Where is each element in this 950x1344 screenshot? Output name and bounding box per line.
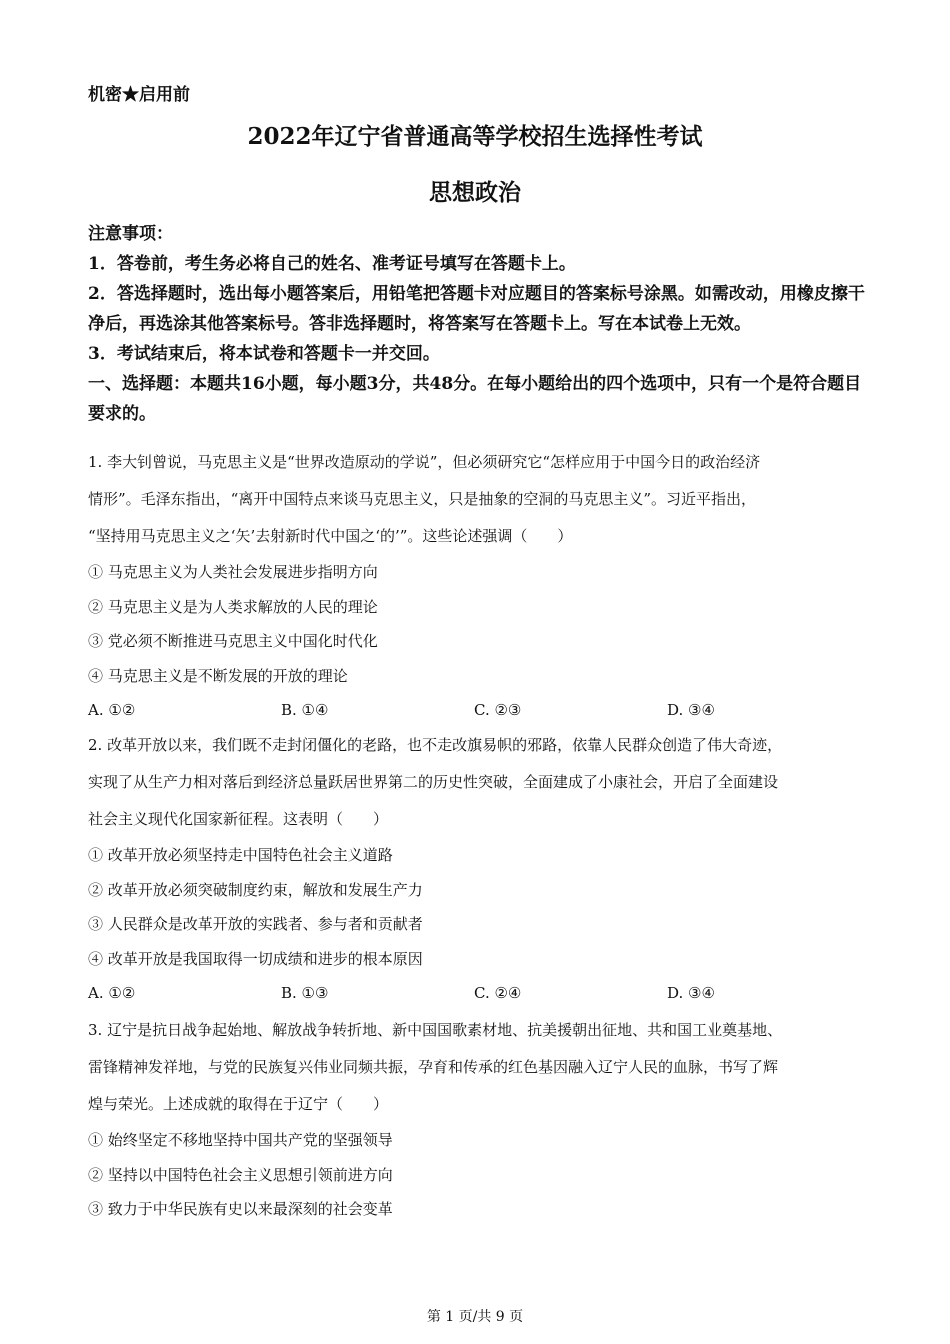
- question-stem-line: 实现了从生产力相对落后到经济总量跃居世界第二的历史性突破，全面建成了小康社会，开启了全面建设: [88, 773, 779, 791]
- instructions-heading: 注意事项：: [88, 224, 173, 244]
- question-stem-line: 煌与荣光。上述成就的取得在于辽宁（ ）: [88, 1095, 389, 1113]
- question-stem-line: 1. 李大钊曾说，马克思主义是“世界改造原动的学说”，但必须研究它“怎样应用于中国今日的政治经济: [88, 453, 761, 471]
- statement-option: ③ 人民群众是改革开放的实践者、参与者和贡献者: [88, 915, 423, 933]
- answer-choices: [88, 693, 868, 727]
- question-stem-line: 2. 改革开放以来，我们既不走封闭僵化的老路，也不走改旗易帜的邪路，依靠人民群众创造了伟大奇迹，: [88, 736, 783, 754]
- statement-option: ③ 党必须不断推进马克思主义中国化时代化: [88, 632, 378, 650]
- instructions: [88, 219, 868, 429]
- question-1: [88, 444, 868, 727]
- choice-b[interactable]: B. ①④: [281, 701, 329, 719]
- instruction-item: 3．考试结束后，将本试卷和答题卡一并交回。: [88, 344, 440, 364]
- exam-title: 2022年辽宁省普通高等学校招生选择性考试: [247, 123, 703, 150]
- choice-b[interactable]: B. ①③: [281, 984, 329, 1002]
- question-stem-line: 社会主义现代化国家新征程。这表明（ ）: [88, 810, 389, 828]
- confidential-label: 机密★启用前: [88, 85, 190, 105]
- question-3: [88, 1012, 868, 1227]
- section-heading: 一、选择题：本题共16小题，每小题3分，共48分。在每小题给出的四个选项中，只有一个是符合题目要求的。: [88, 374, 862, 424]
- answer-choices: [88, 976, 868, 1010]
- question-stem-line: 3. 辽宁是抗日战争起始地、解放战争转折地、新中国国歌素材地、抗美援朝出征地、共和国工业奠基地、: [88, 1021, 783, 1039]
- statement-option: ① 马克思主义为人类社会发展进步指明方向: [88, 563, 378, 581]
- question-2: [88, 727, 868, 1010]
- statement-option: ③ 致力于中华民族有史以来最深刻的社会变革: [88, 1200, 393, 1218]
- choice-d[interactable]: D. ③④: [667, 701, 715, 719]
- instruction-item: 1．答卷前，考生务必将自己的姓名、准考证号填写在答题卡上。: [88, 254, 576, 274]
- subject-title: 思想政治: [429, 179, 521, 206]
- instruction-item: 2．答选择题时，选出每小题答案后，用铅笔把答题卡对应题目的答案标号涂黑。如需改动，用橡皮擦干净后，再选涂其他答案标号。答非选择题时，将答案写在答题卡上。写在本试卷上无效。: [88, 284, 865, 334]
- statement-option: ④ 马克思主义是不断发展的开放的理论: [88, 666, 348, 685]
- statement-option: ② 坚持以中国特色社会主义思想引领前进方向: [88, 1165, 393, 1184]
- question-stem-line: 雷锋精神发祥地，与党的民族复兴伟业同频共振，孕育和传承的红色基因融入辽宁人民的血脉，书写了辉: [88, 1058, 779, 1076]
- choice-c[interactable]: C. ②④: [474, 984, 522, 1002]
- choice-c[interactable]: C. ②③: [474, 701, 522, 719]
- statement-option: ④ 改革开放是我国取得一切成绩和进步的根本原因: [88, 949, 423, 968]
- page-number: 第 1 页/共 9 页: [426, 1309, 524, 1325]
- statement-option: ① 改革开放必须坚持走中国特色社会主义道路: [88, 846, 393, 864]
- choice-a[interactable]: A. ①②: [88, 984, 136, 1002]
- statement-option: ② 改革开放必须突破制度约束，解放和发展生产力: [88, 880, 423, 899]
- choice-d[interactable]: D. ③④: [667, 984, 715, 1002]
- question-stem-line: 情形”。毛泽东指出，“离开中国特点来谈马克思主义，只是抽象的空洞的马克思主义”。习近平指出，: [88, 490, 757, 508]
- question-stem-line: “坚持用马克思主义之‘矢’去射新时代中国之‘的’”。这些论述强调（ ）: [88, 527, 573, 545]
- choice-a[interactable]: A. ①②: [88, 701, 136, 719]
- statement-option: ① 始终坚定不移地坚持中国共产党的坚强领导: [88, 1131, 393, 1149]
- statement-option: ② 马克思主义是为人类求解放的人民的理论: [88, 597, 378, 616]
